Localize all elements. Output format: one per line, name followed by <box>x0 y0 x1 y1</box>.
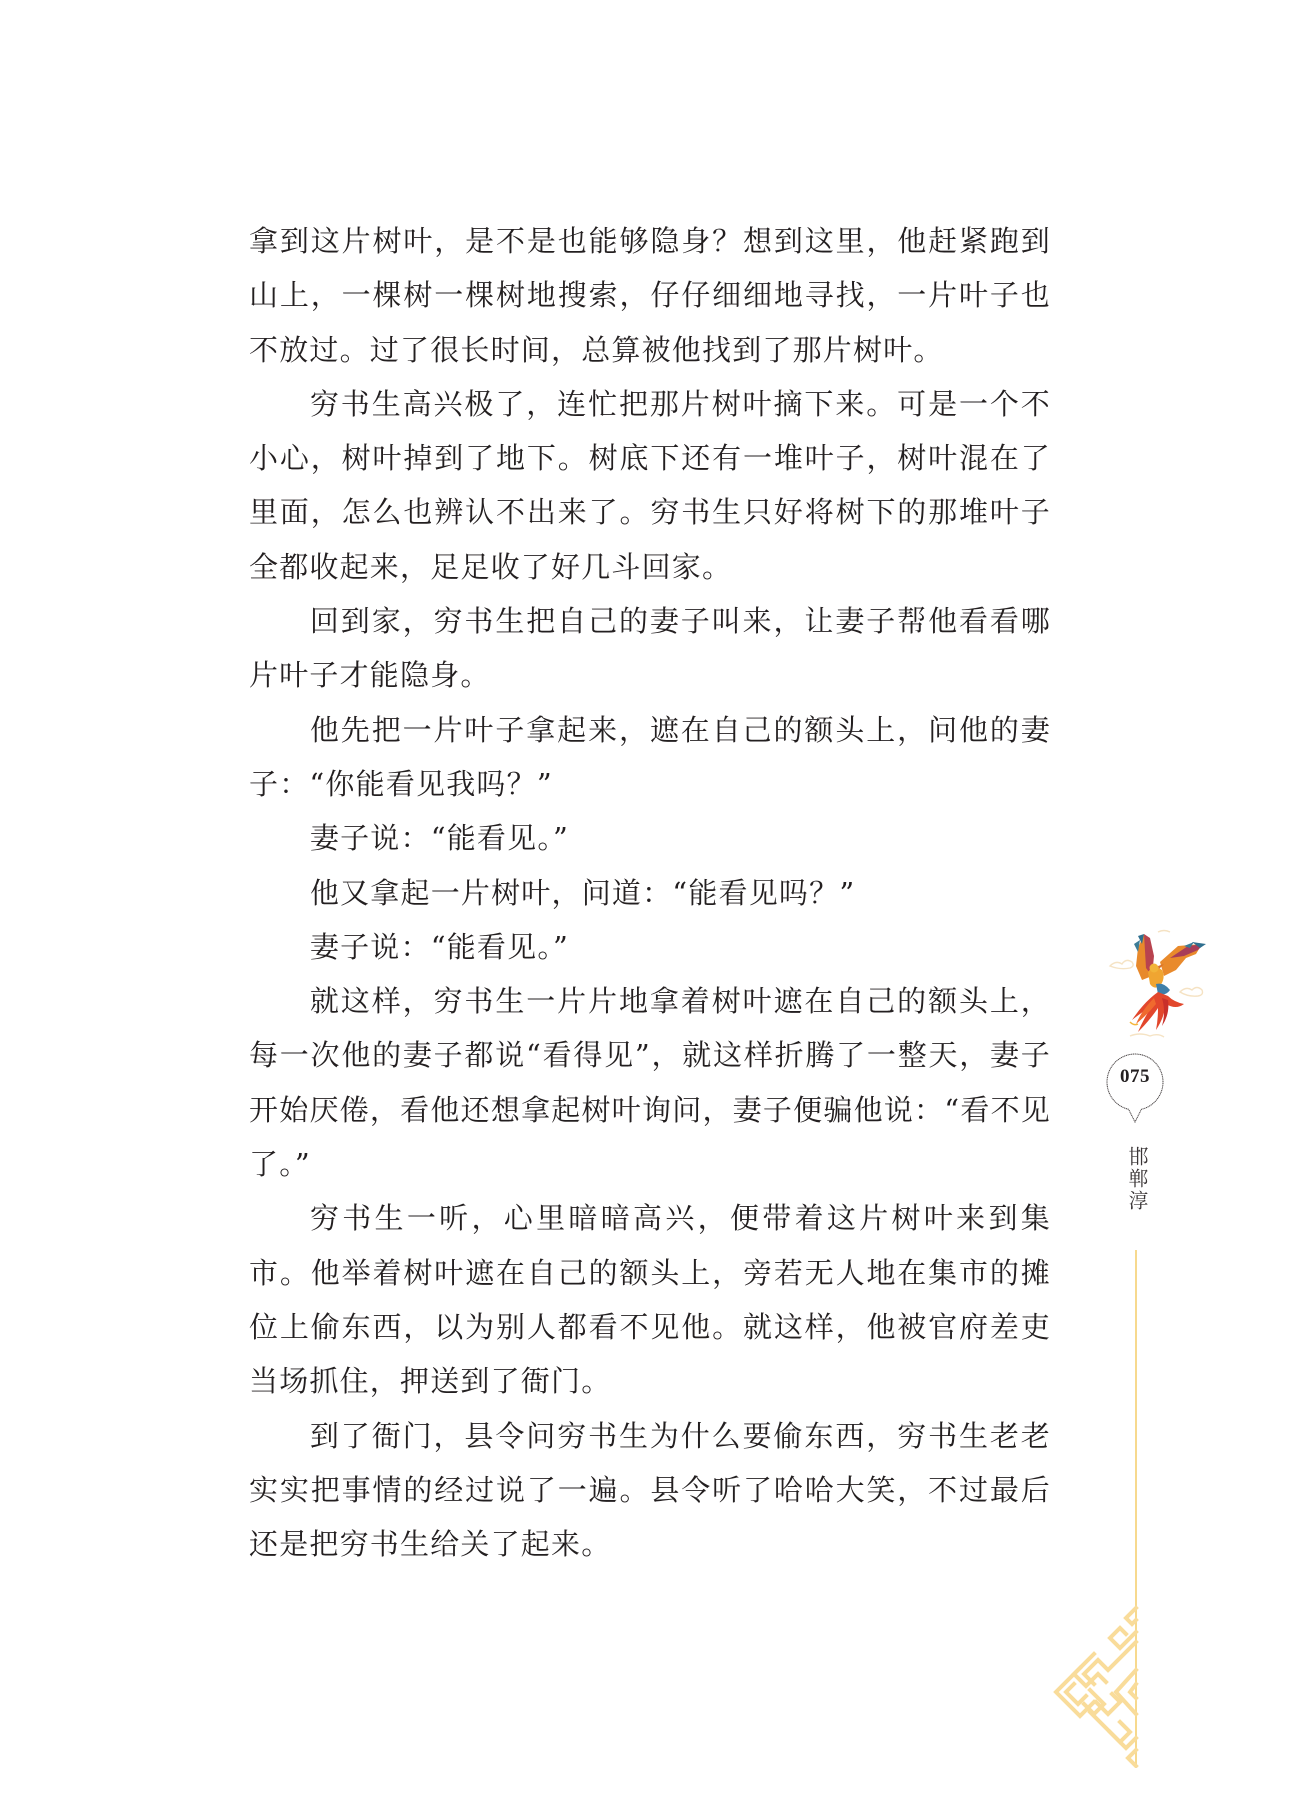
paragraph-7: 妻子说：“能看见。” <box>309 929 570 964</box>
paragraph-3: 回到家，穷书生把自己的妻子叫来，让妻子帮他看看哪片叶子才能隐身。 <box>249 604 1051 693</box>
endless-knot-icon <box>1050 1598 1140 1768</box>
paragraph-2: 穷书生高兴极了，连忙把那片树叶摘下来。可是一个不小心，树叶掉到了地下。树底下还有一堆叶子，树叶混在了里面，怎么也辨认不出来了。穷书生只好将树下的那堆叶子全都收起来，足足收了好几斗回家。 <box>249 386 1051 584</box>
paragraph-8: 就这样，穷书生一片片地拿着树叶遮在自己的额头上，每一次他的妻子都说“看得见”，就这样折腾了一整天，妻子开始厌倦，看他还想拿起树叶询问，妻子便骗他说：“看不见了。” <box>249 984 1051 1182</box>
paragraph-1: 拿到这片树叶，是不是也能够隐身？想到这里，他赶紧跑到山上，一棵树一棵树地搜索，仔仔细细地寻找，一片叶子也不放过。过了很长时间，总算被他找到了那片树叶。 <box>249 224 1051 367</box>
author-name: 邯郸淳 <box>1125 1146 1149 1212</box>
phoenix-icon <box>1108 928 1212 1048</box>
paragraph-5: 妻子说：“能看见。” <box>309 821 570 856</box>
paragraph-9: 穷书生一听，心里暗暗高兴，便带着这片树叶来到集市。他举着树叶遮在自己的额头上，旁若无人地在集市的摊位上偷东西，以为别人都看不见他。就这样，他被官府差吏当场抓住，押送到了衙门。 <box>249 1201 1051 1399</box>
page-number: 075 <box>1120 1066 1150 1087</box>
paragraph-10: 到了衙门，县令问穷书生为什么要偷东西，穷书生老老实实把事情的经过说了一遍。县令听了哈哈大笑，不过最后还是把穷书生给关了起来。 <box>249 1418 1051 1562</box>
page-number-bubble-icon <box>1104 1052 1166 1126</box>
paragraph-6: 他又拿起一片树叶，问道：“能看见吗？” <box>309 875 856 910</box>
paragraph-4: 他先把一片叶子拿起来，遮在自己的额头上，问他的妻子：“你能看见我吗？” <box>249 712 1051 801</box>
story-body-text <box>249 214 1051 1571</box>
